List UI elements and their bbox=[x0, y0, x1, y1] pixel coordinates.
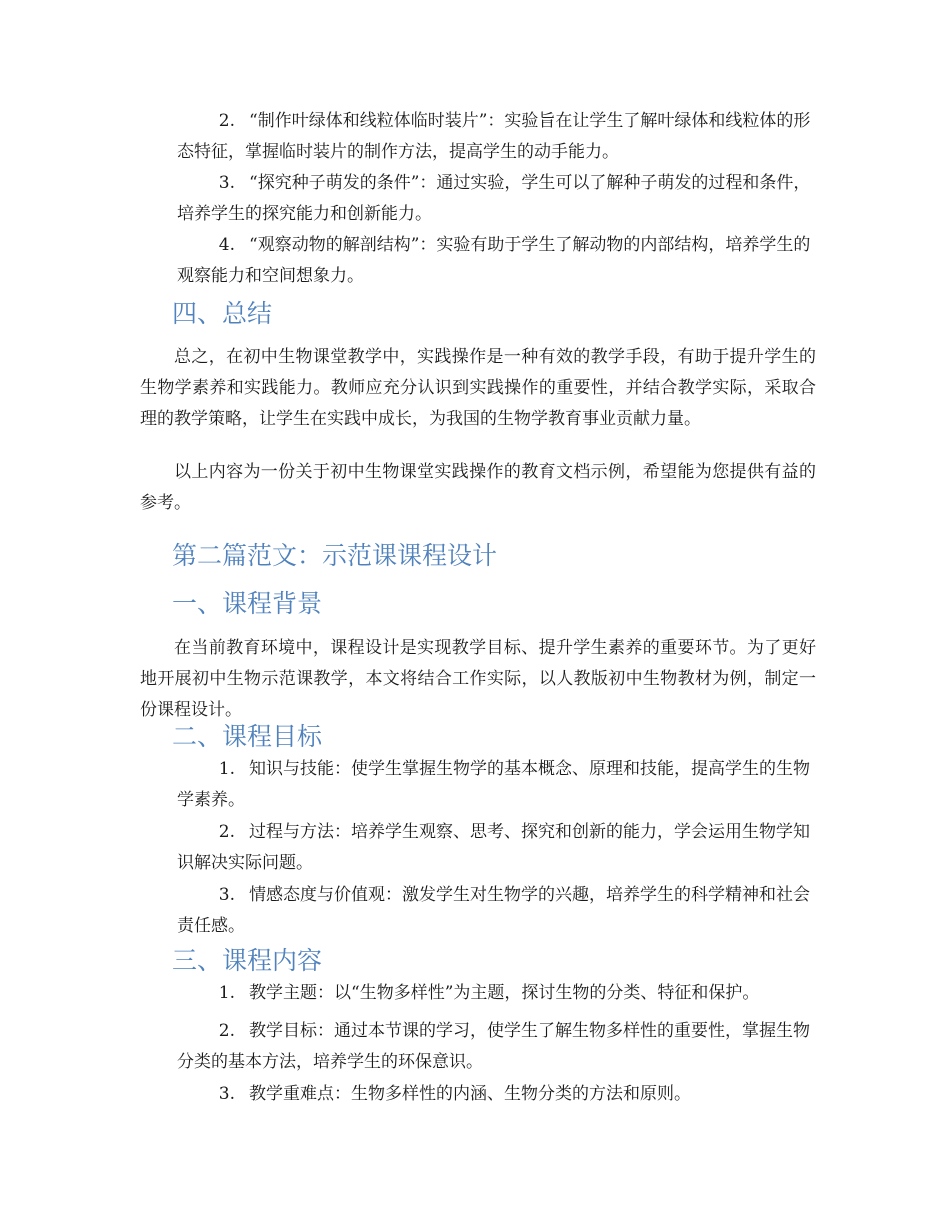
list-number: 1. bbox=[218, 983, 235, 1003]
list-number: 1. bbox=[218, 759, 235, 779]
list-text: “观察动物的解剖结构”：实验有助于学生了解动物的内部结构，培养学生的观察能力和空间想象力。 bbox=[177, 235, 811, 286]
section-heading-goals: 二、课程目标 bbox=[172, 722, 323, 751]
list-text: 教学主题：以“生物多样性”为主题，探讨生物的分类、特征和保护。 bbox=[249, 983, 760, 1003]
document-title: 第二篇范文：示范课课程设计 bbox=[172, 541, 498, 570]
list-number: 3. bbox=[218, 1084, 235, 1104]
list-item bbox=[177, 230, 812, 292]
list-item bbox=[177, 1016, 812, 1078]
list-text: 教学重难点：生物多样性的内涵、生物分类的方法和原则。 bbox=[249, 1084, 691, 1104]
list-number: 3. bbox=[218, 173, 235, 193]
section-heading-summary: 四、总结 bbox=[172, 299, 273, 328]
list-text: 教学目标：通过本节课的学习，使学生了解生物多样性的重要性，掌握生物分类的基本方法，培养学生的环保意识。 bbox=[177, 1021, 810, 1072]
section-heading-background: 一、课程背景 bbox=[172, 589, 323, 618]
list-number: 2. bbox=[218, 822, 235, 842]
closing-paragraph: 以上内容为一份关于初中生物课堂实践操作的教育文档示例，希望能为您提供有益的参考。 bbox=[140, 462, 816, 513]
list-number: 2. bbox=[218, 1021, 235, 1041]
list-text: 过程与方法：培养学生观察、思考、探究和创新的能力，学会运用生物学知识解决实际问题。 bbox=[177, 822, 810, 873]
list-text: 知识与技能：使学生掌握生物学的基本概念、原理和技能，提高学生的生物学素养。 bbox=[177, 759, 810, 810]
list-number: 4. bbox=[218, 235, 235, 255]
list-text: “制作叶绿体和线粒体临时装片”：实验旨在让学生了解叶绿体和线粒体的形态特征，掌握临时装片的制作方法，提高学生的动手能力。 bbox=[177, 111, 811, 162]
list-number: 3. bbox=[218, 885, 235, 905]
list-text: 情感态度与价值观：激发学生对生物学的兴趣，培养学生的科学精神和社会责任感。 bbox=[177, 885, 810, 936]
list-item bbox=[177, 1079, 812, 1110]
list-item bbox=[177, 978, 812, 1009]
list-item bbox=[177, 754, 812, 816]
list-number: 2. bbox=[218, 111, 235, 131]
summary-paragraph: 总之，在初中生物课堂教学中，实践操作是一种有效的教学手段，有助于提升学生的生物学素养和实践能力。教师应充分认识到实践操作的重要性，并结合教学实际，采取合理的教学策略，让学生在实践中成长，为我国的生物学教育事业贡献力量。 bbox=[140, 347, 816, 429]
list-item bbox=[177, 817, 812, 879]
list-item bbox=[177, 880, 812, 942]
background-paragraph: 在当前教育环境中，课程设计是实现教学目标、提升学生素养的重要环节。为了更好地开展初中生物示范课教学，本文将结合工作实际，以人教版初中生物教材为例，制定一份课程设计。 bbox=[140, 638, 816, 720]
list-item bbox=[177, 168, 812, 230]
list-item bbox=[177, 106, 812, 168]
section-heading-content: 三、课程内容 bbox=[172, 946, 323, 975]
list-text: “探究种子萌发的条件”：通过实验，学生可以了解种子萌发的过程和条件，培养学生的探究能力和创新能力。 bbox=[177, 173, 811, 224]
